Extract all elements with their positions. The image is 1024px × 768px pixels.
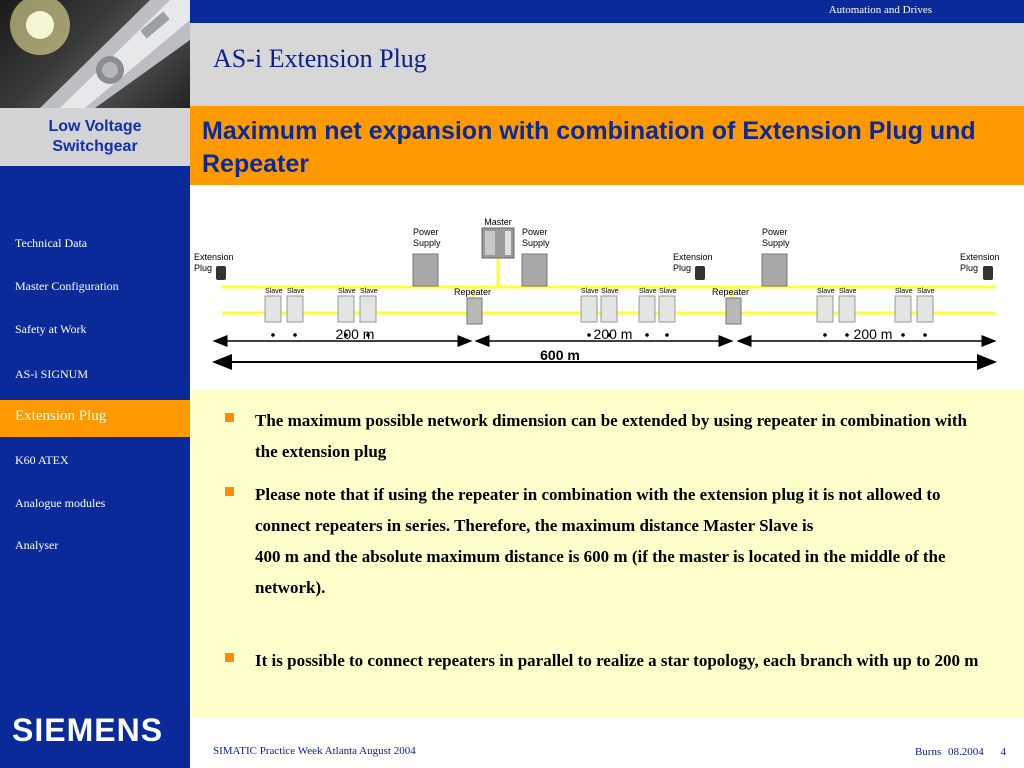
extension-plug-2 — [673, 252, 713, 280]
power-supply-label: Power — [522, 227, 548, 237]
power-supply-icon — [413, 254, 438, 286]
bullet-text: It is possible to connect repeaters in parallel to realize a star topology, each branch with up to 200 m — [255, 651, 979, 670]
slave-icon — [360, 296, 376, 322]
power-supply-label: Supply — [522, 238, 550, 248]
slave-icon — [581, 296, 597, 322]
power-supply-label: Power — [762, 227, 788, 237]
slave-icon — [601, 296, 617, 322]
segment-distance-label: 200 m — [853, 326, 893, 342]
bullet-item — [225, 405, 985, 467]
product-photo — [0, 0, 190, 108]
bullet-text: Please note that if using the repeater in combination with the extension plug it is not allowed to connect repeaters in series. Therefore, the maximum distance Master Slave is 400 m and the absolute maximum distance is 600 m (if the master is located in the middle of the network). — [255, 485, 946, 597]
extension-plug-3 — [960, 252, 1000, 280]
extension-plug-label: Plug — [673, 263, 692, 273]
footer-event: SIMATIC Practice Week Atlanta August 2004 — [213, 745, 416, 757]
segment-distance-label: 200 m — [335, 326, 375, 342]
slave-icon — [917, 296, 933, 322]
power-supply-label: Power — [413, 227, 439, 237]
power-supply-2 — [522, 227, 550, 286]
footer-meta — [915, 746, 1006, 758]
slave-icon — [639, 296, 655, 322]
extension-plug-icon — [983, 266, 993, 280]
slave-icon — [265, 296, 281, 322]
power-supply-icon — [762, 254, 787, 286]
slave-label: Slave — [360, 288, 378, 295]
extension-plug-label: Extension — [960, 252, 1000, 262]
master-label: Master — [484, 217, 512, 227]
slave-module — [917, 288, 935, 337]
repeater-2 — [712, 287, 749, 324]
distance-arrows — [214, 341, 995, 362]
network-diagram — [190, 186, 1024, 388]
slave-module — [639, 288, 657, 337]
sidebar-item-safety-at-work[interactable]: Safety at Work — [15, 322, 87, 336]
total-distance-label: 600 m — [540, 347, 580, 363]
product-photo-image — [0, 0, 190, 108]
slave-label: Slave — [639, 288, 657, 295]
slave-sensor-dot — [845, 333, 849, 337]
slave-label: Slave — [581, 288, 599, 295]
power-supply-label: Supply — [762, 238, 790, 248]
slave-label: Slave — [338, 288, 356, 295]
extension-plug-label: Extension — [194, 252, 234, 262]
extension-plug-icon — [216, 266, 226, 280]
slave-module — [265, 288, 283, 337]
segment-distance-label: 200 m — [593, 326, 633, 342]
slide-subtitle: Maximum net expansion with combination of Extension Plug und Repeater — [202, 117, 976, 178]
extension-plug-label: Extension — [673, 252, 713, 262]
sidebar-item-asi-signum[interactable]: AS-i SIGNUM — [15, 367, 89, 381]
slave-label: Slave — [895, 288, 913, 295]
slave-module — [287, 288, 305, 337]
slave-icon — [839, 296, 855, 322]
repeater-icon — [726, 298, 741, 324]
bullet-square-icon — [225, 653, 234, 662]
slave-label: Slave — [601, 288, 619, 295]
slave-sensor-dot — [587, 333, 591, 337]
page-number: 4 — [1000, 746, 1006, 758]
slave-sensor-dot — [901, 333, 905, 337]
slave-label: Slave — [287, 288, 305, 295]
footer-date: 08.2004 — [948, 746, 984, 758]
extension-plug-1 — [194, 252, 234, 280]
siemens-logo: SIEMENS — [12, 712, 164, 748]
sidebar-item-master-configuration[interactable]: Master Configuration — [15, 279, 119, 293]
slave-module — [895, 288, 913, 337]
page-title: AS-i Extension Plug — [213, 44, 427, 73]
slave-sensor-dot — [645, 333, 649, 337]
power-supply-3 — [762, 227, 790, 286]
repeater-1 — [454, 287, 491, 324]
slave-sensor-dot — [823, 333, 827, 337]
bullet-item — [225, 645, 985, 676]
slave-icon — [659, 296, 675, 322]
slave-sensor-dot — [665, 333, 669, 337]
slave-sensor-dot — [293, 333, 297, 337]
section-label — [0, 108, 190, 166]
slave-label: Slave — [817, 288, 835, 295]
sidebar-item-technical-data[interactable]: Technical Data — [15, 236, 88, 250]
network-diagram-svg — [190, 186, 1024, 388]
extension-plug-label: Plug — [960, 263, 979, 273]
slave-module — [817, 288, 835, 337]
power-supply-1 — [413, 227, 441, 286]
slave-sensor-dot — [271, 333, 275, 337]
extension-plug-label: Plug — [194, 263, 213, 273]
bullet-square-icon — [225, 487, 234, 496]
power-supply-icon — [522, 254, 547, 286]
slave-label: Slave — [265, 288, 283, 295]
slave-icon — [287, 296, 303, 322]
master-icon — [482, 228, 514, 258]
slave-sensor-dot — [923, 333, 927, 337]
slave-label: Slave — [839, 288, 857, 295]
power-supply-label: Supply — [413, 238, 441, 248]
division-label: Automation and Drives — [828, 4, 932, 16]
footer-author: Burns — [914, 746, 942, 758]
repeater-label: Repeater — [712, 287, 750, 297]
slave-label: Slave — [659, 288, 677, 295]
section-label-line2: Switchgear — [52, 138, 138, 155]
slave-label: Slave — [917, 288, 935, 295]
slave-module — [659, 288, 677, 337]
sidebar-item-analogue-modules[interactable]: Analogue modules — [15, 496, 106, 510]
bullet-text: The maximum possible network dimension can be extended by using repeater in combination with the extension plug — [255, 411, 968, 461]
bullet-item — [225, 479, 985, 603]
section-label-line1: Low Voltage — [48, 118, 142, 135]
sidebar-item-analyser[interactable]: Analyser — [15, 538, 59, 552]
slave-icon — [338, 296, 354, 322]
repeater-icon — [467, 298, 482, 324]
bullet-square-icon — [225, 413, 234, 422]
sidebar-item-label: Extension Plug — [15, 408, 107, 424]
slave-icon — [895, 296, 911, 322]
slave-icon — [817, 296, 833, 322]
extension-plug-icon — [695, 266, 705, 280]
sidebar-item-k60-atex[interactable]: K60 ATEX — [15, 453, 69, 467]
repeater-label: Repeater — [454, 287, 492, 297]
sidebar-item-extension-plug[interactable] — [0, 400, 190, 437]
